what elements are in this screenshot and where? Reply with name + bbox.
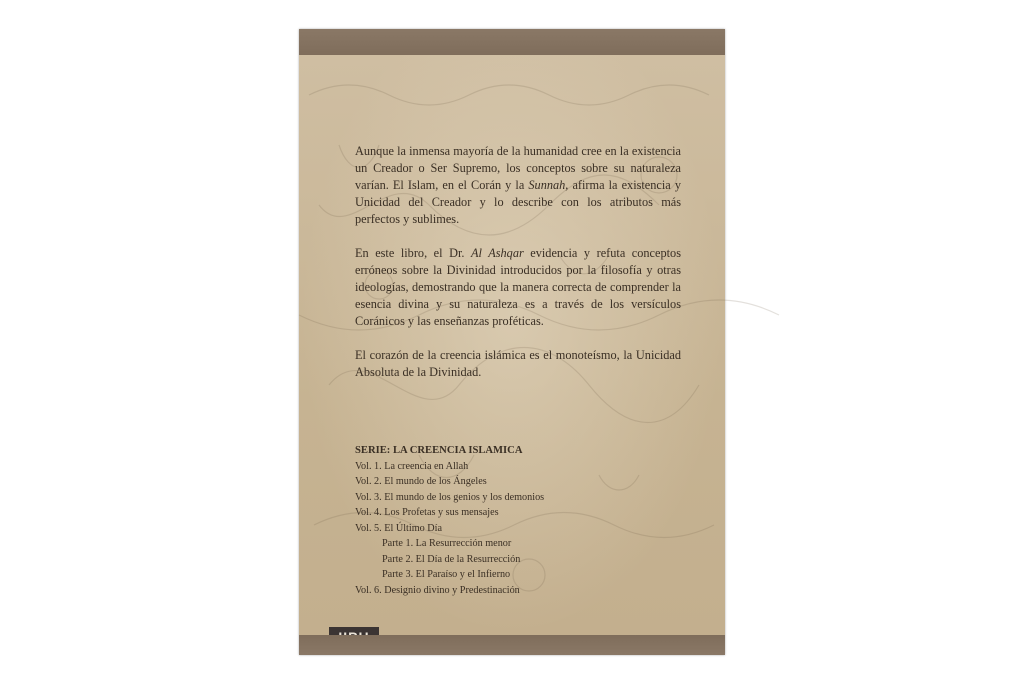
cover-panel <box>299 55 725 635</box>
series-volume-5: Vol. 5. El Último Día <box>355 522 442 534</box>
blurb-paragraph-1: Aunque la inmensa mayoría de la humanidad cree en la existencia un Creador o Ser Supremo, los conceptos sobre su naturaleza varían. El Islam, en el Corán y la Sunnah, afirma la existencia y Unicidad del Creador y lo describe con los atributos más perfectos y sublimes. <box>355 144 681 226</box>
back-cover-blurb <box>355 143 681 398</box>
series-volume-5-part-3: Parte 3. El Paraíso y el Infierno <box>382 569 511 580</box>
blurb-paragraph-3: El corazón de la creencia islámica es el monoteísmo, la Unicidad Absoluta de la Divinidad. <box>355 348 681 379</box>
series-volume-5-part-1: Parte 1. La Resurrección menor <box>382 538 512 549</box>
cover-bottom-band <box>299 635 725 655</box>
series-list <box>355 443 675 598</box>
series-volume-5-part-2: Parte 2. El Día de la Resurrección <box>382 553 521 565</box>
series-volume-3: Vol. 3. El mundo de los genios y los demonios <box>355 491 545 503</box>
series-heading: SERIE: LA CREENCIA ISLAMICA <box>355 445 523 456</box>
series-volume-6: Vol. 6. Designio divino y Predestinación <box>355 584 520 596</box>
blurb-paragraph-2: En este libro, el Dr. Al Ashqar evidencia y refuta conceptos erróneos sobre la Divinidad introducidos por la filosofía y otras ideologías, demostrando que la manera correcta de comprender la esencia divina y su naturaleza es a través de los versículos Coránicos y las enseñanzas proféticas. <box>355 246 681 328</box>
series-volume-1: Vol. 1. La creencia en Allah <box>355 460 469 472</box>
book-back-cover <box>299 29 725 655</box>
cover-top-band <box>299 29 725 55</box>
series-volume-2: Vol. 2. El mundo de los Ángeles <box>355 476 487 487</box>
series-volume-4: Vol. 4. Los Profetas y sus mensajes <box>355 507 499 518</box>
